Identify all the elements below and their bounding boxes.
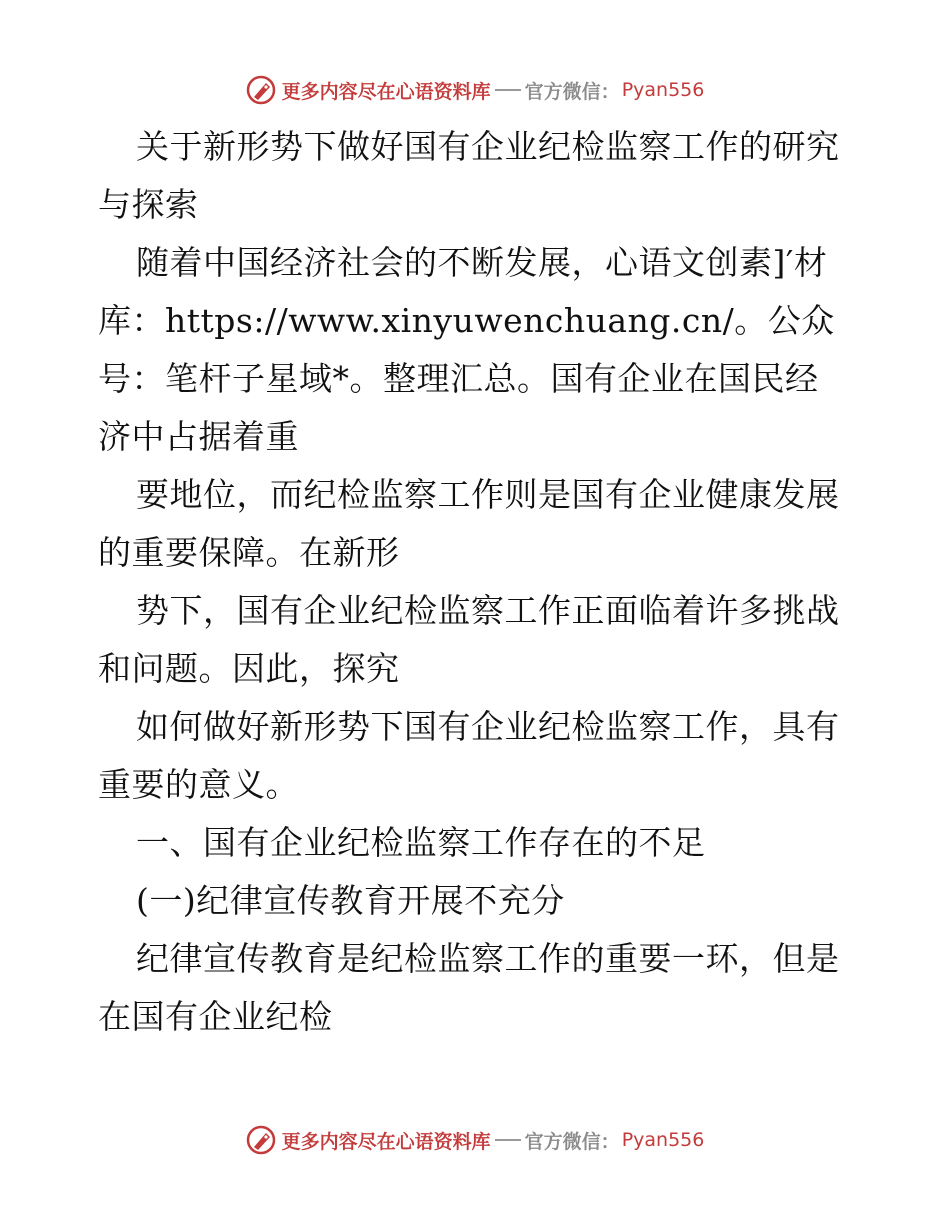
pen-nib-logo-icon [246,1125,276,1155]
header-banner [0,72,950,108]
section-heading: 一、国有企业纪检监察工作存在的不足 [136,823,706,862]
paragraph: 纪律宣传教育是纪检监察工作的重要一环，但是在国有企业纪检 [98,939,840,1036]
subsection-heading: (一)纪律宣传教育开展不充分 [136,881,565,920]
document-title: 关于新形势下做好国有企业纪检监察工作的研究与探索 [98,127,840,224]
banner-wechat-id: Pyan556 [621,79,705,101]
paragraph: 随着中国经济社会的不断发展，心语文创素]′材库：https://www.xinyuwenchuang.cn/。公众号：笔杆子星域*。整理汇总。国有企业在国民经济中占据着重 [98,243,835,456]
banner-dash [495,1139,521,1141]
pen-nib-logo-icon [246,75,276,105]
banner-wechat-label: 官方微信： [524,1130,620,1153]
paragraph: 势下，国有企业纪检监察工作正面临着许多挑战和问题。因此，探究 [98,591,840,688]
document-body [98,118,850,1046]
banner-main-text: 更多内容尽在心语资料库 [281,80,491,103]
banner-wechat-id: Pyan556 [621,1129,705,1151]
footer-banner [0,1122,950,1158]
paragraph: 要地位，而纪检监察工作则是国有企业健康发展的重要保障。在新形 [98,475,840,572]
banner-main-text: 更多内容尽在心语资料库 [281,1130,491,1153]
banner-dash [495,89,521,91]
banner-wechat-label: 官方微信： [524,80,620,103]
paragraph: 如何做好新形势下国有企业纪检监察工作，具有重要的意义。 [98,707,840,804]
